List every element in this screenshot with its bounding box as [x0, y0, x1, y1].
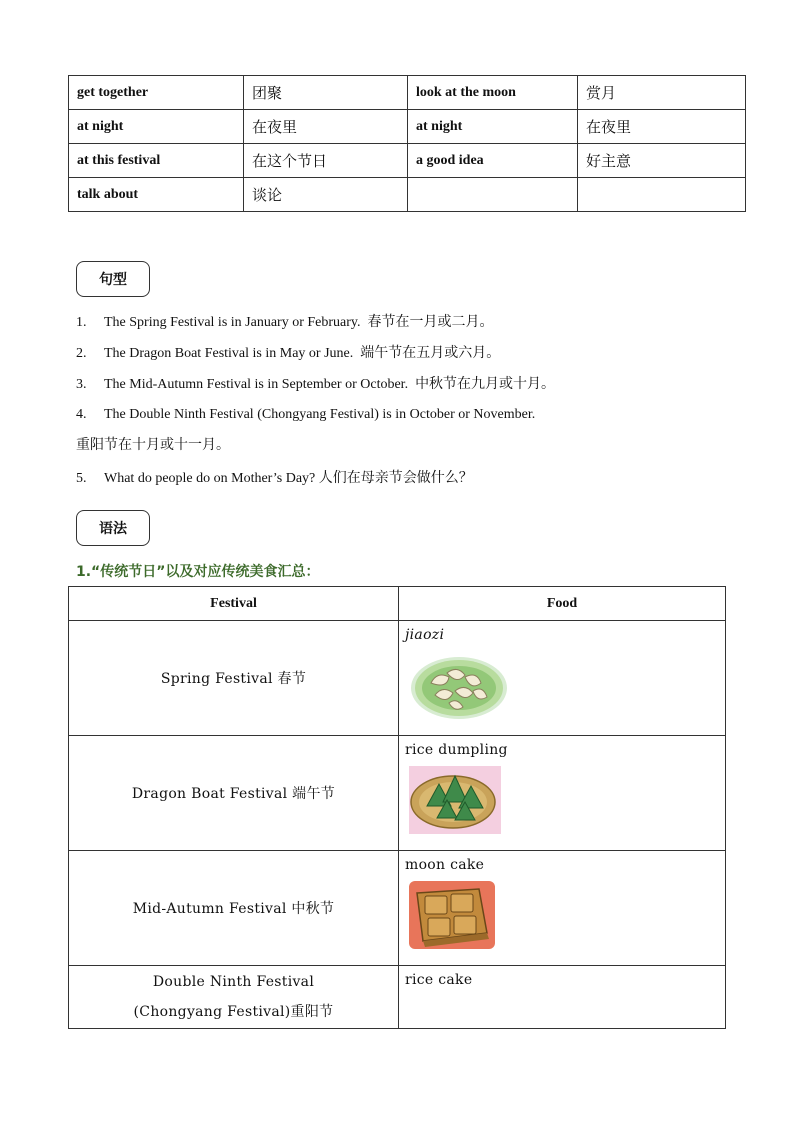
sentence-4: [76, 405, 766, 425]
vocab-en: [408, 178, 578, 212]
table-row: [69, 110, 746, 144]
vocab-en: at night: [69, 110, 244, 144]
table-row: [69, 178, 746, 212]
vocab-en: at night: [408, 110, 578, 144]
column-header-food: Food: [399, 587, 726, 621]
vocab-zh: 团聚: [244, 76, 408, 110]
food-cell: [399, 736, 726, 851]
food-name: moon cake: [405, 857, 485, 873]
festival-name-text: Spring Festival 春节: [160, 671, 307, 687]
food-cell: [399, 851, 726, 966]
sentence-2: [76, 343, 766, 364]
sentence-en: What do people do on Mother’s Day?: [104, 471, 316, 486]
vocab-zh: 好主意: [578, 144, 746, 178]
festival-name-text: Mid-Autumn Festival 中秋节: [132, 901, 335, 917]
table-row: [69, 76, 746, 110]
table-row: [69, 621, 726, 736]
food-cell: [399, 621, 726, 736]
vocab-en: a good idea: [408, 144, 578, 178]
vocab-en: at this festival: [69, 144, 244, 178]
sentence-zh: 春节在一月或二月。: [367, 314, 494, 330]
festival-name: [69, 736, 399, 851]
sentence-4-translation: [76, 435, 766, 456]
sentence-number: 2.: [76, 346, 87, 361]
festival-food-table: [68, 586, 726, 1029]
sentence-number: 3.: [76, 377, 87, 392]
festival-name-line2: (Chongyang Festival)重阳节: [133, 1004, 334, 1020]
table-header-row: [69, 587, 726, 621]
dumplings-plate-icon: [409, 651, 509, 721]
table-row: [69, 736, 726, 851]
sentence-1: [76, 312, 766, 333]
food-cell: [399, 966, 726, 1029]
table-row: [69, 966, 726, 1029]
sentence-number: 1.: [76, 315, 87, 330]
vocab-zh: 在这个节日: [244, 144, 408, 178]
vocab-en: talk about: [69, 178, 244, 212]
vocab-zh: 在夜里: [244, 110, 408, 144]
sentence-en: The Double Ninth Festival (Chongyang Festival) is in October or November.: [104, 407, 536, 422]
festival-name: [69, 621, 399, 736]
vocabulary-table: [68, 75, 746, 212]
zongzi-basket-icon: [409, 766, 501, 834]
food-name: rice dumpling: [405, 742, 508, 758]
sentence-5: [76, 468, 766, 489]
table-row: [69, 851, 726, 966]
vocab-zh: 谈论: [244, 178, 408, 212]
festival-name: [69, 966, 399, 1029]
vocab-zh: 在夜里: [578, 110, 746, 144]
mooncake-icon: [409, 881, 495, 949]
festival-name-line1: Double Ninth Festival: [152, 974, 315, 990]
sentence-3: [76, 374, 766, 395]
sentence-zh: 中秋节在九月或十月。: [415, 376, 556, 392]
sentence-number: 4.: [76, 407, 87, 422]
festival-name: [69, 851, 399, 966]
food-name: jiaozi: [405, 627, 445, 643]
sentence-zh: 端午节在五月或六月。: [360, 345, 501, 361]
food-name: rice cake: [405, 972, 473, 988]
sentence-zh: 重阳节在十月或十一月。: [76, 437, 230, 453]
sentence-en: The Mid-Autumn Festival is in September or October.: [104, 377, 409, 392]
section-badge-grammar: 语法: [76, 510, 150, 546]
vocab-zh: 赏月: [578, 76, 746, 110]
column-header-festival: Festival: [69, 587, 399, 621]
grammar-title: 1.“传统节日”以及对应传统美食汇总：: [76, 564, 320, 580]
table-row: [69, 144, 746, 178]
festival-name-text: Dragon Boat Festival 端午节: [131, 786, 336, 802]
sentence-zh: 人们在母亲节会做什么？: [318, 470, 473, 486]
vocab-en: look at the moon: [408, 76, 578, 110]
sentence-en: The Dragon Boat Festival is in May or June.: [104, 346, 354, 361]
sentence-number: 5.: [76, 471, 87, 486]
sentence-en: The Spring Festival is in January or February.: [104, 315, 361, 330]
vocab-zh: [578, 178, 746, 212]
section-badge-sentence-patterns: 句型: [76, 261, 150, 297]
vocab-en: get together: [69, 76, 244, 110]
